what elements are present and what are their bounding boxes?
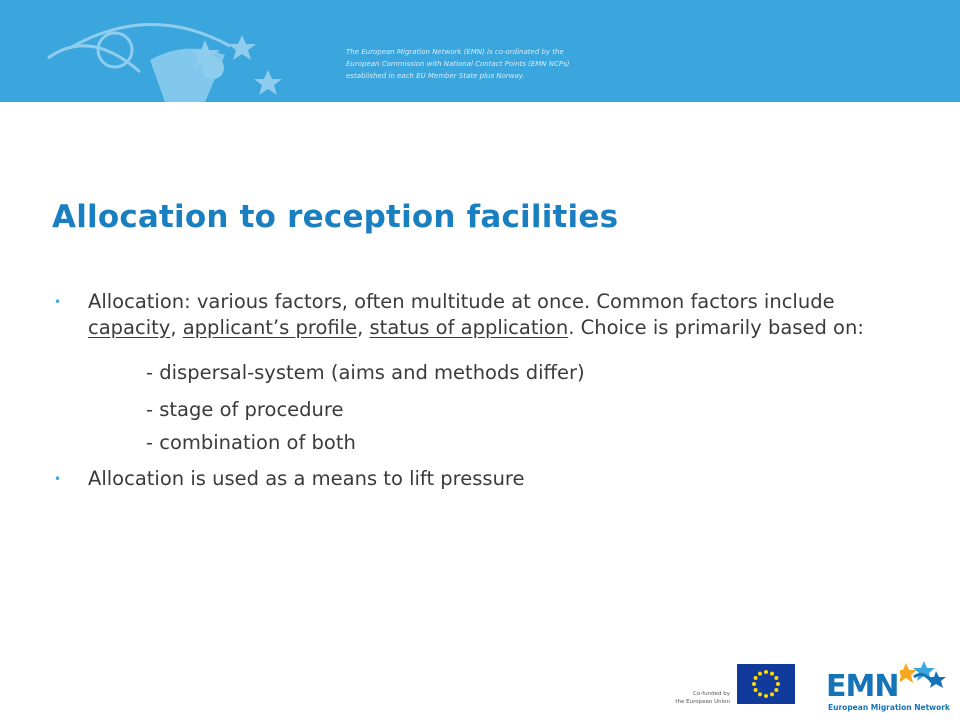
bullet-text: . Choice is primarily based on: [568,316,864,339]
sub-item: - dispersal-system (aims and methods differ) [146,361,585,384]
emn-logo [826,659,950,715]
header-banner [0,0,960,102]
eu-flag-icon [737,664,795,704]
header-text-line: established in each EU Member State plus Norway. [346,72,525,80]
sub-item: - combination of both [146,431,356,454]
bullet-item [54,466,914,492]
link-status-of-application[interactable]: status of application [369,316,569,339]
slide-title: Allocation to reception facilities [52,199,619,235]
bullet-text: Allocation: various factors, often multitude at once. Common factors include [88,290,835,313]
sub-item: - stage of procedure [146,398,344,421]
slide-content [54,289,914,492]
separator-text: , [170,316,183,339]
bullet-text: Allocation is used as a means to lift pressure [88,467,525,490]
emn-stars-icon [900,659,946,695]
header-text-line: The European Migration Network (EMN) is co-ordinated by the [346,48,564,56]
link-capacity[interactable]: capacity [88,316,171,339]
bullet-item [54,289,914,341]
emn-logo-word: EMN [826,669,899,704]
cofunded-line: Co-funded by [692,691,730,697]
header-text-line: European Commission with National Contact Points (EMN NCPs) [346,60,570,68]
header-text [346,46,606,82]
emn-logo-subtitle: European Migration Network [828,703,950,712]
cofunded-text [650,690,730,706]
bullet-dot-icon: • [54,295,62,309]
separator-text: , [357,316,370,339]
link-applicants-profile[interactable]: applicant’s profile [182,316,358,339]
cofunded-line: the European Union [675,699,730,705]
bullet-dot-icon: • [54,472,62,486]
emn-figures-icon [0,0,320,102]
